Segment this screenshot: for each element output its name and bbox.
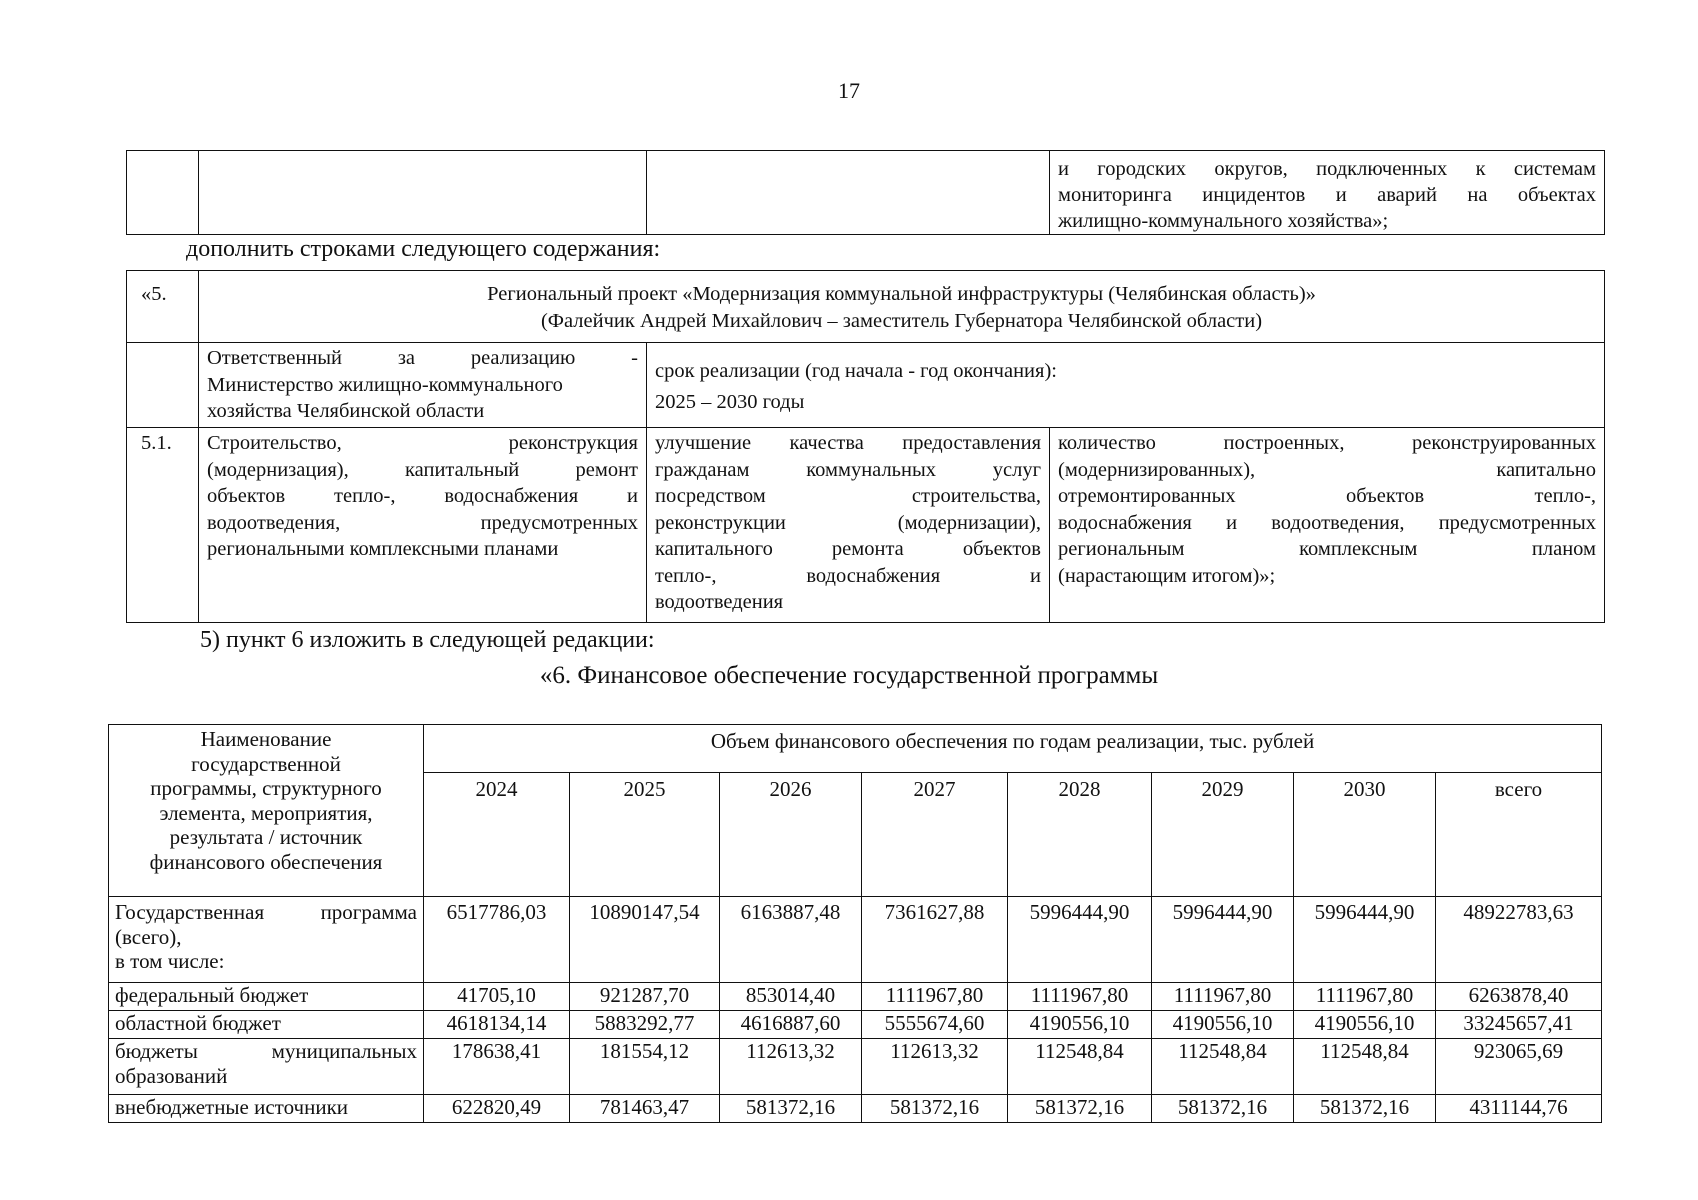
table-cell: 1111967,80	[862, 983, 1008, 1011]
table-cell: 5883292,77	[570, 1011, 720, 1039]
effect-cell	[647, 428, 1050, 623]
table-header-row	[109, 725, 1602, 773]
table-cell: 48922783,63	[1436, 897, 1602, 983]
table-cell	[127, 151, 199, 235]
text-line: региональным комплексным планом	[1058, 538, 1597, 560]
term-cell	[647, 343, 1605, 428]
text-line: объектов тепло-, водоснабжения и	[207, 485, 638, 507]
text-line: Ответственный за реализацию -	[207, 347, 638, 369]
section-title: «6. Финансовое обеспечение государственной программы	[539, 662, 1159, 689]
table-cell: 112613,32	[720, 1039, 862, 1095]
year-header: 2024	[424, 773, 570, 897]
table-cell: 4190556,10	[1294, 1011, 1436, 1039]
text-line: водоотведения	[655, 591, 784, 613]
text-line: реконструкции (модернизации),	[655, 511, 1041, 534]
row-label: областной бюджет	[109, 1011, 424, 1039]
table-cell: 10890147,54	[570, 897, 720, 983]
table-row	[127, 428, 1605, 623]
volume-header: Объем финансового обеспечения по годам реализации, тыс. рублей	[424, 725, 1602, 773]
table-cell: 5996444,90	[1152, 897, 1294, 983]
table-cell: 4616887,60	[720, 1011, 862, 1039]
header-line: программы, структурного	[150, 776, 382, 800]
row-label: внебюджетные источники	[109, 1095, 424, 1123]
year-header: 2028	[1008, 773, 1152, 897]
table-row	[109, 897, 1602, 983]
year-header: 2029	[1152, 773, 1294, 897]
table-cell: 921287,70	[570, 983, 720, 1011]
table-cell: 622820,49	[424, 1095, 570, 1123]
table-cell: 5996444,90	[1294, 897, 1436, 983]
table-row	[109, 983, 1602, 1011]
year-header: 2030	[1294, 773, 1436, 897]
total-header: всего	[1436, 773, 1602, 897]
text-line: и городских округов, подключенных к системам	[1058, 158, 1596, 180]
table-cell	[1050, 151, 1605, 235]
table-cell: 781463,47	[570, 1095, 720, 1123]
table-cell: 6163887,48	[720, 897, 862, 983]
header-line: государственной	[191, 751, 341, 776]
text-line: (нарастающим итогом)»;	[1058, 564, 1276, 587]
table-cell	[647, 151, 1050, 235]
table-cell: 923065,69	[1436, 1039, 1602, 1095]
table-cell: 41705,10	[424, 983, 570, 1011]
header-line: результата / источник	[169, 825, 363, 849]
table-cell: 33245657,41	[1436, 1011, 1602, 1039]
text-line: (модернизация), капитальный ремонт	[207, 458, 638, 481]
table-cell: 7361627,88	[862, 897, 1008, 983]
table-cell: 6263878,40	[1436, 983, 1602, 1011]
text-line: жилищно-коммунального хозяйства»;	[1058, 210, 1389, 232]
table-row	[127, 343, 1605, 428]
row-number: 5.1.	[127, 428, 199, 623]
text-line: гражданам коммунальных услуг	[655, 458, 1041, 481]
table-row	[109, 1039, 1602, 1095]
project-title-line: Региональный проект «Модернизация коммунальной инфраструктуры (Челябинская область)»	[487, 283, 1316, 305]
row-number: «5.	[127, 271, 199, 343]
finance-table	[108, 724, 1602, 1123]
row-label	[109, 897, 424, 983]
label-line: Государственная программа	[115, 900, 417, 924]
table-cell: 4618134,14	[424, 1011, 570, 1039]
header-line: финансового обеспечения	[149, 849, 383, 874]
text-line: (модернизированных), капитально	[1058, 458, 1597, 481]
row-label	[109, 1039, 424, 1095]
label-line: в том числе:	[115, 949, 225, 973]
table-cell: 178638,41	[424, 1039, 570, 1095]
task-cell	[199, 428, 647, 623]
continuation-table	[126, 150, 1605, 235]
text-line: посредством строительства,	[655, 485, 1041, 507]
text-line: мониторинга инцидентов и аварий на объектах	[1058, 184, 1596, 206]
table-cell: 6517786,03	[424, 897, 570, 983]
table-cell: 4190556,10	[1152, 1011, 1294, 1039]
name-column-header	[109, 725, 424, 897]
header-line: элемента, мероприятия,	[159, 800, 373, 825]
table-cell: 853014,40	[720, 983, 862, 1011]
text-line: Строительство, реконструкция	[207, 432, 638, 454]
year-header: 2026	[720, 773, 862, 897]
label-line: бюджеты муниципальных	[115, 1039, 417, 1063]
table-cell: 581372,16	[1152, 1095, 1294, 1123]
table-cell: 581372,16	[1294, 1095, 1436, 1123]
table-row	[127, 151, 1605, 235]
text-line: тепло-, водоснабжения и	[655, 564, 1041, 587]
table-row	[109, 1095, 1602, 1123]
table-cell: 581372,16	[1008, 1095, 1152, 1123]
table-cell: 112548,84	[1294, 1039, 1436, 1095]
table-cell	[127, 343, 199, 428]
table-cell: 4311144,76	[1436, 1095, 1602, 1123]
year-header: 2027	[862, 773, 1008, 897]
text-line: капитального ремонта объектов	[655, 538, 1041, 560]
label-line: (всего),	[115, 924, 182, 949]
table-cell	[199, 151, 647, 235]
row-label: федеральный бюджет	[109, 983, 424, 1011]
page-number: 17	[838, 78, 860, 103]
project-title-line: (Фалейчик Андрей Михайлович – заместитель Губернатора Челябинской области)	[540, 309, 1263, 332]
text-line: региональными комплексными планами	[207, 538, 559, 560]
table-row	[127, 271, 1605, 343]
table-cell: 112613,32	[862, 1039, 1008, 1095]
table-cell: 181554,12	[570, 1039, 720, 1095]
label-line: образований	[115, 1063, 228, 1088]
table-cell: 581372,16	[720, 1095, 862, 1123]
table-cell: 1111967,80	[1008, 983, 1152, 1011]
table-cell: 1111967,80	[1294, 983, 1436, 1011]
text-line: отремонтированных объектов тепло-,	[1058, 485, 1597, 507]
text-line: срок реализации (год начала - год окончания):	[655, 360, 1057, 382]
project-title	[199, 271, 1605, 343]
project-table	[126, 270, 1605, 623]
text-line: улучшение качества предоставления	[655, 432, 1041, 454]
text-line: Министерство жилищно-коммунального	[207, 373, 563, 396]
indicator-cell	[1050, 428, 1605, 623]
intro-paragraph: 5) пункт 6 изложить в следующей редакции:	[200, 627, 655, 653]
table-cell: 5996444,90	[1008, 897, 1152, 983]
table-cell: 5555674,60	[862, 1011, 1008, 1039]
text-line: 2025 – 2030 годы	[655, 391, 805, 413]
text-line: количество построенных, реконструированных	[1058, 432, 1597, 454]
table-cell: 581372,16	[862, 1095, 1008, 1123]
table-row	[109, 1011, 1602, 1039]
table-cell: 1111967,80	[1152, 983, 1294, 1011]
intro-paragraph: дополнить строками следующего содержания:	[186, 236, 661, 262]
responsible-cell	[199, 343, 647, 428]
text-line: водоснабжения и водоотведения, предусмотренных	[1058, 511, 1597, 534]
table-cell: 112548,84	[1008, 1039, 1152, 1095]
text-line: хозяйства Челябинской области	[207, 400, 485, 422]
table-cell: 112548,84	[1152, 1039, 1294, 1095]
year-header: 2025	[570, 773, 720, 897]
text-line: водоотведения, предусмотренных	[207, 511, 638, 534]
table-cell: 4190556,10	[1008, 1011, 1152, 1039]
header-line: Наименование	[200, 727, 332, 751]
